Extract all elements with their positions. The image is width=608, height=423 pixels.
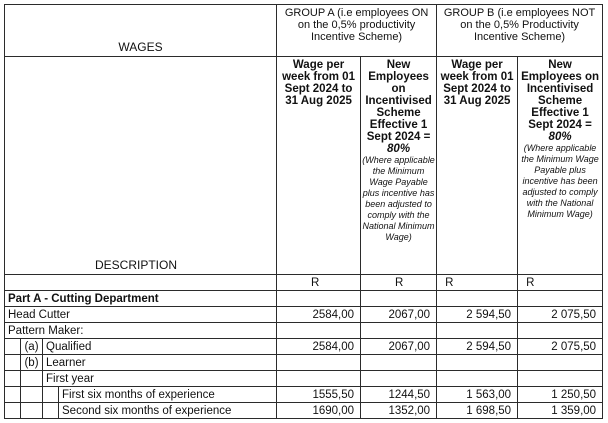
- description-heading: DESCRIPTION: [5, 57, 277, 275]
- empty-cell: [518, 323, 603, 339]
- row-label: First six months of experience: [59, 387, 277, 403]
- value-a1: 1555,50: [277, 387, 361, 403]
- value-b2: 2 075,50: [518, 339, 603, 355]
- group-b-heading: GROUP B (i.e employees NOT on the 0,5% Productivity Incentive Scheme): [437, 5, 603, 57]
- wages-heading: WAGES: [5, 5, 277, 57]
- empty-cell: [437, 371, 518, 387]
- row-label: Qualified: [43, 339, 277, 355]
- indent-cell: [21, 371, 43, 387]
- value-b1: 1 563,00: [437, 387, 518, 403]
- value-a1: 2584,00: [277, 307, 361, 323]
- indent-cell: [5, 371, 21, 387]
- empty-cell: [437, 323, 518, 339]
- col-b2-text: [519, 59, 601, 143]
- table-row: [5, 355, 603, 371]
- table-row: [5, 323, 603, 339]
- value-a1: 2584,00: [277, 339, 361, 355]
- table-row: [5, 387, 603, 403]
- value-b1: 1 698,50: [437, 403, 518, 419]
- empty-cell: [518, 291, 603, 307]
- row-label: Pattern Maker:: [5, 323, 277, 339]
- value-b1: 2 594,50: [437, 339, 518, 355]
- unit-row-blank: [5, 275, 277, 291]
- group-a-heading: GROUP A (i.e employees ON on the 0,5% productivity Incentive Scheme): [277, 5, 437, 57]
- indent-cell: [43, 387, 59, 403]
- table-row: [5, 339, 603, 355]
- indent-cell: [5, 339, 21, 355]
- col-a2-text: [362, 59, 435, 155]
- unit-b2: R: [518, 275, 603, 291]
- row-index: (a): [21, 339, 43, 355]
- col-a2-heading: [361, 57, 437, 275]
- col-b1-heading: [437, 57, 518, 275]
- col-b2-note: (Where applicable the Minimum Wage Payable plus incentive has been adjusted to comply with the National Minimum Wage): [521, 143, 599, 219]
- empty-cell: [361, 355, 437, 371]
- row-label: First year: [43, 371, 277, 387]
- row-label: Second six months of experience: [59, 403, 277, 419]
- empty-cell: [277, 355, 361, 371]
- empty-cell: [361, 323, 437, 339]
- empty-cell: [518, 355, 603, 371]
- indent-cell: [5, 403, 21, 419]
- empty-cell: [361, 371, 437, 387]
- value-a1: 1690,00: [277, 403, 361, 419]
- col-a1-heading: [277, 57, 361, 275]
- unit-a1: R: [277, 275, 361, 291]
- table-row: [5, 403, 603, 419]
- row-label: Head Cutter: [5, 307, 277, 323]
- indent-cell: [43, 403, 59, 419]
- empty-cell: [277, 291, 361, 307]
- col-a2-percent: 80%: [387, 143, 411, 155]
- value-b2: 1 250,50: [518, 387, 603, 403]
- unit-a2: R: [361, 275, 437, 291]
- indent-cell: [5, 355, 21, 371]
- col-b1-text: Wage per week from 01 Sept 2024 to 31 Aug 2025: [440, 59, 514, 107]
- indent-cell: [21, 403, 43, 419]
- value-b2: 1 359,00: [518, 403, 603, 419]
- col-b2-percent: 80%: [548, 131, 572, 143]
- wage-table: [4, 4, 603, 419]
- col-b2-title: New Employees on Incentivised Scheme Effective 1 Sept 2024 =: [521, 59, 600, 131]
- table-row: [5, 307, 603, 323]
- empty-cell: [437, 355, 518, 371]
- indent-cell: [21, 387, 43, 403]
- value-b1: 2 594,50: [437, 307, 518, 323]
- col-b2-heading: [518, 57, 603, 275]
- row-index: (b): [21, 355, 43, 371]
- col-a2-title: New Employees on Incentivised Scheme Effective 1 Sept 2024 =: [365, 59, 432, 143]
- value-a2: 1352,00: [361, 403, 437, 419]
- empty-cell: [437, 291, 518, 307]
- row-label: Learner: [43, 355, 277, 371]
- value-a2: 2067,00: [361, 339, 437, 355]
- value-b2: 2 075,50: [518, 307, 603, 323]
- col-a2-note: (Where applicable the Minimum Wage Payable plus incentive has been adjusted to comply with the National Minimum Wage): [362, 155, 435, 242]
- indent-cell: [5, 387, 21, 403]
- empty-cell: [277, 323, 361, 339]
- empty-cell: [277, 371, 361, 387]
- unit-b1: R: [437, 275, 518, 291]
- value-a2: 2067,00: [361, 307, 437, 323]
- table-row: [5, 371, 603, 387]
- col-a1-text: Wage per week from 01 Sept 2024 to 31 Aug 2025: [282, 59, 355, 107]
- empty-cell: [361, 291, 437, 307]
- value-a2: 1244,50: [361, 387, 437, 403]
- empty-cell: [518, 371, 603, 387]
- section-title: Part A - Cutting Department: [5, 291, 277, 307]
